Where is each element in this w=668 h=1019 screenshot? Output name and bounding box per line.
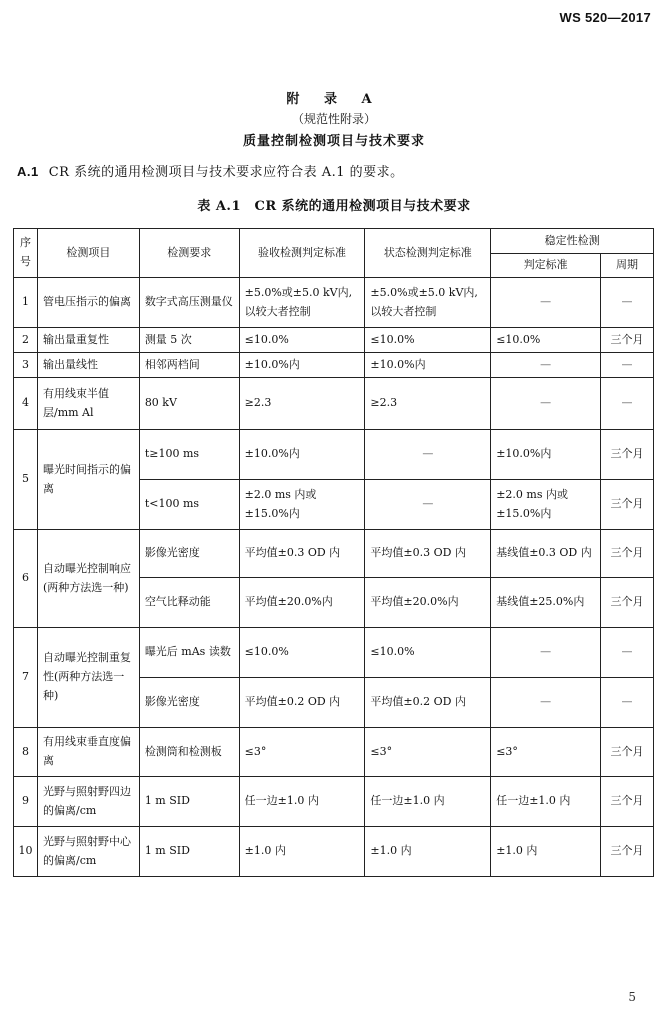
row-status: ≥2.3: [365, 378, 491, 430]
row-accept: ≤10.0%: [239, 628, 365, 678]
row-accept: ±2.0 ms 内或±15.0%内: [239, 480, 365, 530]
table-header-row: [14, 229, 654, 254]
header-status: 状态检测判定标准: [365, 229, 491, 278]
row-stab: —: [491, 378, 601, 430]
row-status: 任一边±1.0 内: [365, 777, 491, 827]
row-req: 影像光密度: [139, 530, 239, 578]
row-period: 三个月: [601, 530, 654, 578]
row-item: 输出量线性: [37, 353, 139, 378]
row-period: 三个月: [601, 827, 654, 877]
row-accept: ≤3°: [239, 728, 365, 777]
row-item: 输出量重复性: [37, 328, 139, 353]
row-accept: ±5.0%或±5.0 kV内,以较大者控制: [239, 278, 365, 328]
row-period: —: [601, 678, 654, 728]
row-req: 曝光后 mAs 读数: [139, 628, 239, 678]
row-num: 6: [14, 530, 38, 628]
row-stab: —: [491, 278, 601, 328]
row-period: 三个月: [601, 777, 654, 827]
appendix-subtitle: （规范性附录）: [291, 112, 376, 126]
row-status: ±5.0%或±5.0 kV内,以较大者控制: [365, 278, 491, 328]
row-req: 测量 5 次: [139, 328, 239, 353]
row-req: 影像光密度: [139, 678, 239, 728]
row-num: 10: [14, 827, 38, 877]
row-status: 平均值±20.0%内: [365, 578, 491, 628]
row-req: 检测筒和检测板: [139, 728, 239, 777]
clause-a1: [17, 161, 404, 180]
row-item: 管电压指示的偏离: [37, 278, 139, 328]
row-item: 自动曝光控制重复性(两种方法选一种): [37, 628, 139, 728]
row-stab: ≤10.0%: [491, 328, 601, 353]
row-stab: —: [491, 353, 601, 378]
row-status: 平均值±0.3 OD 内: [365, 530, 491, 578]
table-caption: 表 A.1 CR 系统的通用检测项目与技术要求: [197, 199, 471, 214]
row-num: 9: [14, 777, 38, 827]
header-seq: 序号: [14, 229, 38, 278]
row-accept: 平均值±20.0%内: [239, 578, 365, 628]
row-stab: 任一边±1.0 内: [491, 777, 601, 827]
row-stab: 基线值±25.0%内: [491, 578, 601, 628]
row-stab: 基线值±0.3 OD 内: [491, 530, 601, 578]
row-status: ≤3°: [365, 728, 491, 777]
row-num: 4: [14, 378, 38, 430]
row-period: 三个月: [601, 480, 654, 530]
table-row: [14, 353, 654, 378]
table-row: [14, 328, 654, 353]
row-accept: ±1.0 内: [239, 827, 365, 877]
row-stab: ≤3°: [491, 728, 601, 777]
row-req: 80 kV: [139, 378, 239, 430]
row-period: 三个月: [601, 728, 654, 777]
row-accept: ≤10.0%: [239, 328, 365, 353]
row-status: —: [365, 480, 491, 530]
row-num: 8: [14, 728, 38, 777]
row-period: —: [601, 628, 654, 678]
appendix-heading: 质量控制检测项目与技术要求: [242, 134, 425, 149]
row-status: 平均值±0.2 OD 内: [365, 678, 491, 728]
row-period: —: [601, 278, 654, 328]
table-row: [14, 728, 654, 777]
row-period: —: [601, 378, 654, 430]
row-item: 光野与照射野中心的偏离/cm: [37, 827, 139, 877]
header-req: 检测要求: [139, 229, 239, 278]
row-accept: ≥2.3: [239, 378, 365, 430]
row-period: 三个月: [601, 430, 654, 480]
table-row: [14, 430, 654, 480]
row-item: 自动曝光控制响应(两种方法选一种): [37, 530, 139, 628]
row-stab: —: [491, 628, 601, 678]
row-stab: ±2.0 ms 内或±15.0%内: [491, 480, 601, 530]
row-item: 曝光时间指示的偏离: [37, 430, 139, 530]
row-num: 7: [14, 628, 38, 728]
header-stab-period: 周期: [601, 254, 654, 278]
row-num: 3: [14, 353, 38, 378]
row-num: 1: [14, 278, 38, 328]
table-row: [14, 530, 654, 578]
header-stability: 稳定性检测: [491, 229, 654, 254]
clause-number: A.1: [17, 164, 39, 179]
row-accept: ±10.0%内: [239, 430, 365, 480]
requirements-table: [13, 228, 654, 877]
standard-code: WS 520—2017: [559, 10, 651, 25]
row-accept: ±10.0%内: [239, 353, 365, 378]
row-accept: 平均值±0.2 OD 内: [239, 678, 365, 728]
row-req: 1 m SID: [139, 827, 239, 877]
header-accept: 验收检测判定标准: [239, 229, 365, 278]
row-accept: 平均值±0.3 OD 内: [239, 530, 365, 578]
table-row: [14, 777, 654, 827]
row-status: ≤10.0%: [365, 628, 491, 678]
appendix-title: 附 录 A: [286, 92, 382, 107]
row-accept: 任一边±1.0 内: [239, 777, 365, 827]
table-row: [14, 378, 654, 430]
row-stab: —: [491, 678, 601, 728]
table-row: [14, 628, 654, 678]
table-row: [14, 827, 654, 877]
row-num: 2: [14, 328, 38, 353]
row-status: ±1.0 内: [365, 827, 491, 877]
row-period: 三个月: [601, 328, 654, 353]
page-number: 5: [628, 990, 636, 1004]
clause-text: CR 系统的通用检测项目与技术要求应符合表 A.1 的要求。: [48, 165, 404, 180]
row-req: 数字式高压测量仪: [139, 278, 239, 328]
row-status: ±10.0%内: [365, 353, 491, 378]
row-req: 相邻两档间: [139, 353, 239, 378]
table-row: [14, 278, 654, 328]
row-item: 光野与照射野四边的偏离/cm: [37, 777, 139, 827]
row-req: 空气比释动能: [139, 578, 239, 628]
row-status: —: [365, 430, 491, 480]
row-stab: ±10.0%内: [491, 430, 601, 480]
row-req: t<100 ms: [139, 480, 239, 530]
row-period: —: [601, 353, 654, 378]
row-stab: ±1.0 内: [491, 827, 601, 877]
row-item: 有用线束垂直度偏离: [37, 728, 139, 777]
row-status: ≤10.0%: [365, 328, 491, 353]
header-stab-std: 判定标准: [491, 254, 601, 278]
row-num: 5: [14, 430, 38, 530]
row-req: 1 m SID: [139, 777, 239, 827]
header-item: 检测项目: [37, 229, 139, 278]
row-req: t≥100 ms: [139, 430, 239, 480]
row-item: 有用线束半值层/mm Al: [37, 378, 139, 430]
row-period: 三个月: [601, 578, 654, 628]
